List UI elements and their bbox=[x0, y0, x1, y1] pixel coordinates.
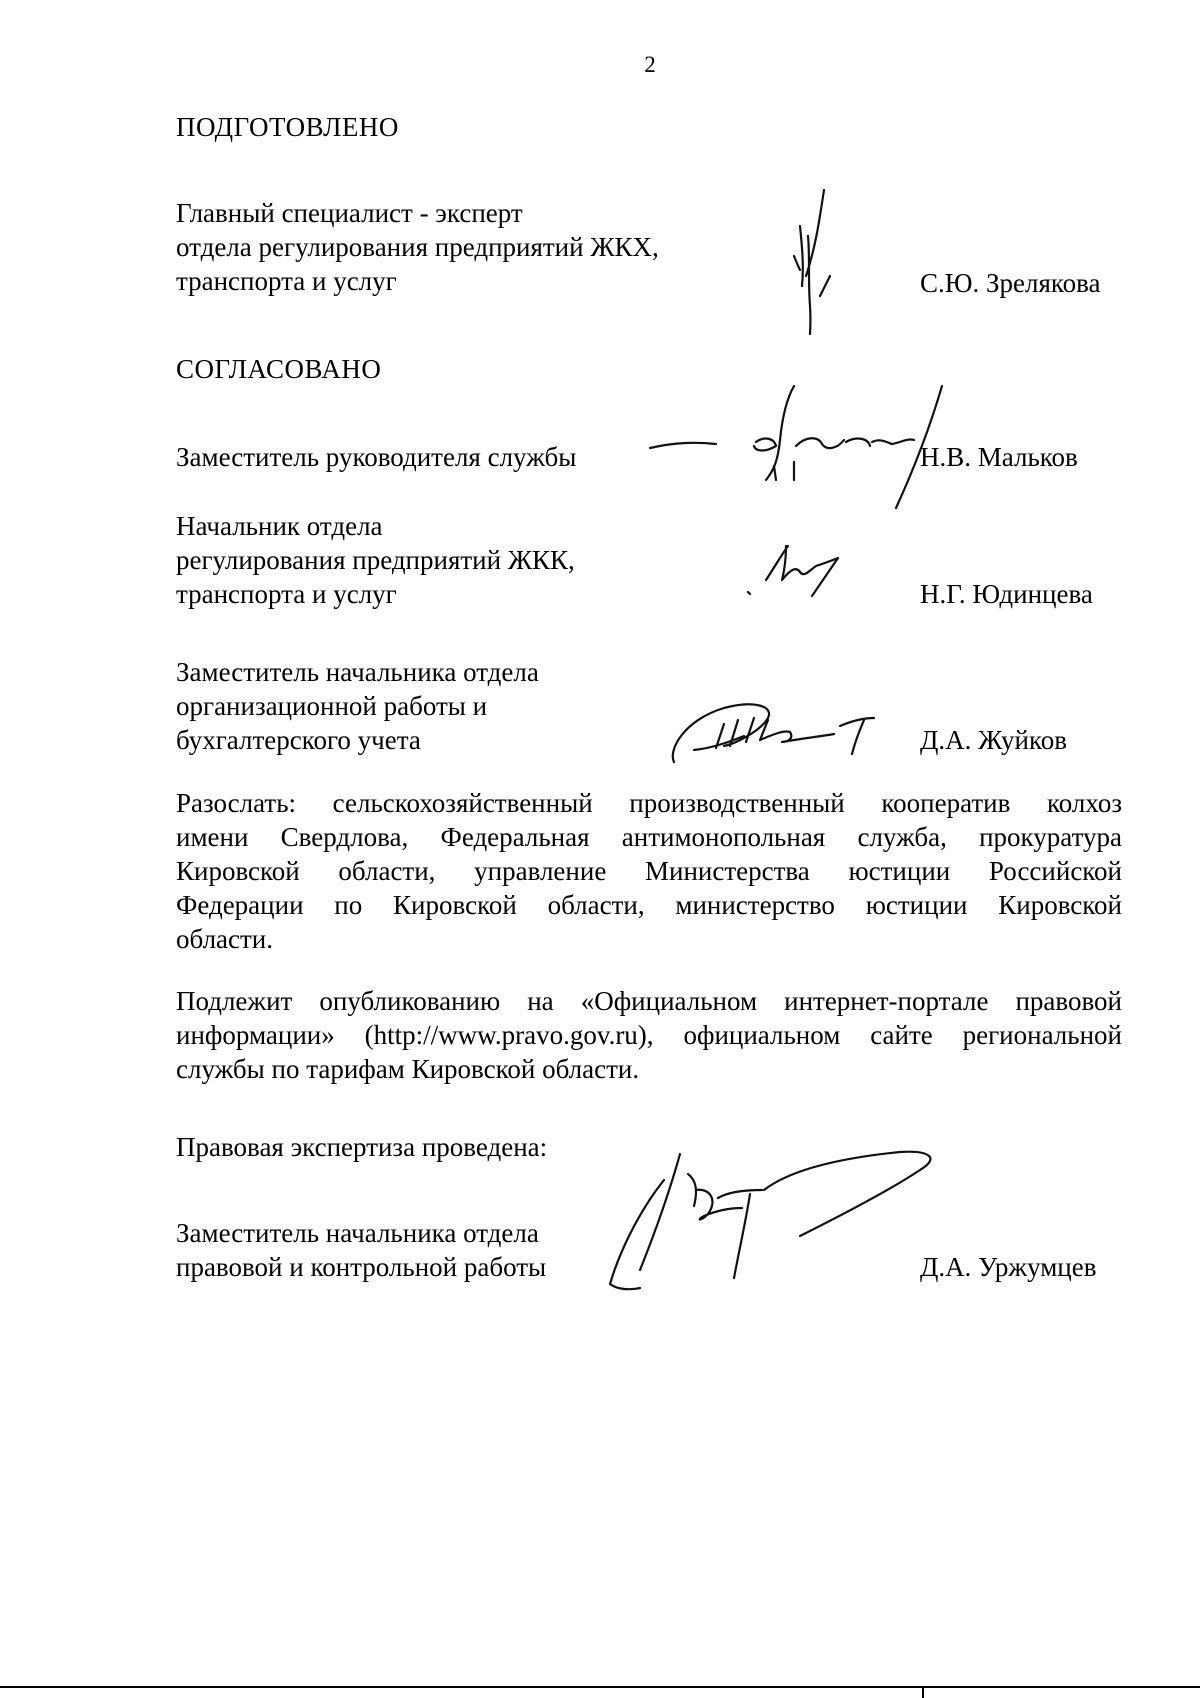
signature-zhuikov bbox=[664, 690, 904, 770]
prepared-signatory-name: С.Ю. Зрелякова bbox=[920, 268, 1101, 298]
prepared-heading: ПОДГОТОВЛЕНО bbox=[176, 112, 399, 142]
page-bottom-rule-tick bbox=[922, 1686, 924, 1698]
agreed-position-line: организационной работы и bbox=[176, 691, 488, 721]
agreed-heading: СОГЛАСОВАНО bbox=[176, 354, 382, 384]
agreed-position-line: регулирования предприятий ЖКК, bbox=[176, 545, 575, 575]
publication-paragraph bbox=[176, 984, 1122, 1086]
distribution-paragraph bbox=[176, 786, 1122, 956]
prepared-position-line: транспорта и услуг bbox=[176, 266, 397, 296]
publication-line: Подлежит опубликованию на «Официальном интернет-портале правовой bbox=[176, 986, 1122, 1016]
legal-review-heading: Правовая экспертиза проведена: bbox=[176, 1132, 548, 1162]
distribution-line: Разослать: сельскохозяйственный производственный кооператив колхоз bbox=[176, 788, 1122, 818]
distribution-line: Кировской области, управление Министерства юстиции Российской bbox=[176, 856, 1122, 886]
agreed-position-line: транспорта и услуг bbox=[176, 579, 397, 609]
agreed-signatory-name: Н.Г. Юдинцева bbox=[920, 579, 1093, 609]
page-number: 2 bbox=[644, 52, 656, 77]
agreed-position-line: Заместитель руководителя службы bbox=[176, 442, 577, 472]
distribution-line: имени Свердлова, Федеральная антимонопольная служба, прокуратура bbox=[176, 822, 1122, 852]
agreed-signatory-name: Н.В. Мальков bbox=[920, 442, 1078, 472]
signature-urzhumtsev bbox=[600, 1150, 970, 1300]
prepared-position-line: Главный специалист - эксперт bbox=[176, 198, 523, 228]
agreed-signatory-name: Д.А. Жуйков bbox=[920, 725, 1067, 755]
legal-review-position-line: правовой и контрольной работы bbox=[176, 1252, 547, 1282]
publication-line: информации» (http://www.pravo.gov.ru), официальном сайте региональной bbox=[176, 1020, 1122, 1050]
prepared-position-line: отдела регулирования предприятий ЖКХ, bbox=[176, 232, 659, 262]
signature-malkov bbox=[646, 380, 946, 530]
agreed-position-line: Начальник отдела bbox=[176, 511, 383, 541]
page-bottom-rule bbox=[0, 1686, 1200, 1688]
distribution-line: Федерации по Кировской области, министерство юстиции Кировской bbox=[176, 890, 1122, 920]
publication-line: службы по тарифам Кировской области. bbox=[176, 1054, 640, 1084]
legal-review-position-line: Заместитель начальника отдела bbox=[176, 1218, 539, 1248]
agreed-position-line: бухгалтерского учета bbox=[176, 725, 421, 755]
distribution-line: области. bbox=[176, 924, 274, 954]
legal-review-signatory-name: Д.А. Уржумцев bbox=[920, 1252, 1097, 1282]
signature-zrelyakova bbox=[780, 186, 860, 336]
signature-yudintseva bbox=[742, 540, 852, 600]
agreed-position-line: Заместитель начальника отдела bbox=[176, 657, 539, 687]
